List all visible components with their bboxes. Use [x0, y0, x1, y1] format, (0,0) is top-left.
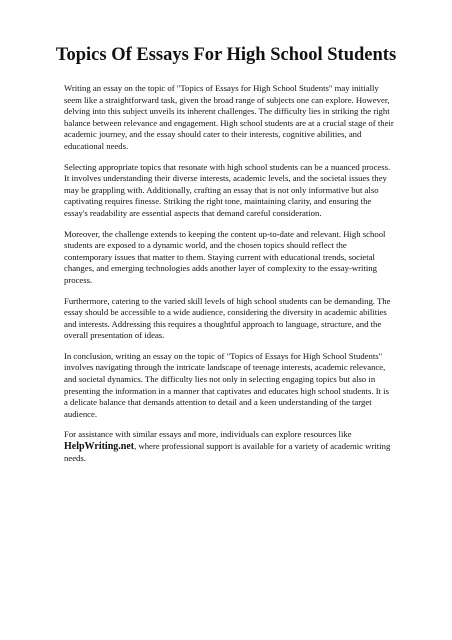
document-body: [64, 83, 394, 473]
closing-text-after: , where professional support is available for a variety of academic writing needs.: [64, 441, 391, 463]
paragraph-relevance: Moreover, the challenge extends to keeping the content up-to-date and relevant. High school students are exposed to a dynamic world, and the chosen topics should reflect the contemporary issues that matter to them. Staying current with educational trends, societal changes, and emerging technologies adds another layer of complexity to the essay-writing process.: [64, 228, 386, 285]
brand-link[interactable]: HelpWriting.net: [64, 441, 135, 453]
closing-text-before: For assistance with similar essays and more, individuals can explore resources like: [64, 429, 352, 440]
paragraph-closing: [64, 429, 394, 464]
paragraph-skill-levels: Furthermore, catering to the varied skill levels of high school students can be demanding. The essay should be accessible to a wide audience, considering the diversity in academic abilities and interests. Addressing this requires a thoughtful approach to language, structure, and the overall presentation of ideas.: [64, 295, 391, 341]
paragraph-conclusion: In conclusion, writing an essay on the topic of "Topics of Essays for High School Students" involves navigating through the intricate landscape of teenage interests, academic relevance, and societal dynamics. The difficulty lies not only in selecting engaging topics but also in presenting the information in a manner that captivates and educates high school students. It is a delicate balance that demands attention to detail and a keen understanding of the target audience.: [64, 350, 389, 419]
paragraph-topic-selection: Selecting appropriate topics that resonate with high school students can be a nuanced process. It involves understanding their diverse interests, academic levels, and the societal issues they may be grappling with. Additionally, crafting an essay that is not only informative but also captivating requires finesse. Striking the right tone, maintaining clarity, and ensuring the essay's readability are essential aspects that demand careful consideration.: [64, 161, 391, 218]
paragraph-intro: Writing an essay on the topic of "Topics of Essays for High School Students" may initially seem like a straightforward task, given the broad range of subjects one can explore. However, delving into this subject unveils its inherent challenges. The difficulty lies in striking the right balance between relevance and engagement. High school students are at a crucial stage of their academic journey, and the essay should cater to their interests, cognitive abilities, and educational needs.: [64, 83, 394, 151]
document-title: Topics Of Essays For High School Students: [55, 45, 397, 65]
